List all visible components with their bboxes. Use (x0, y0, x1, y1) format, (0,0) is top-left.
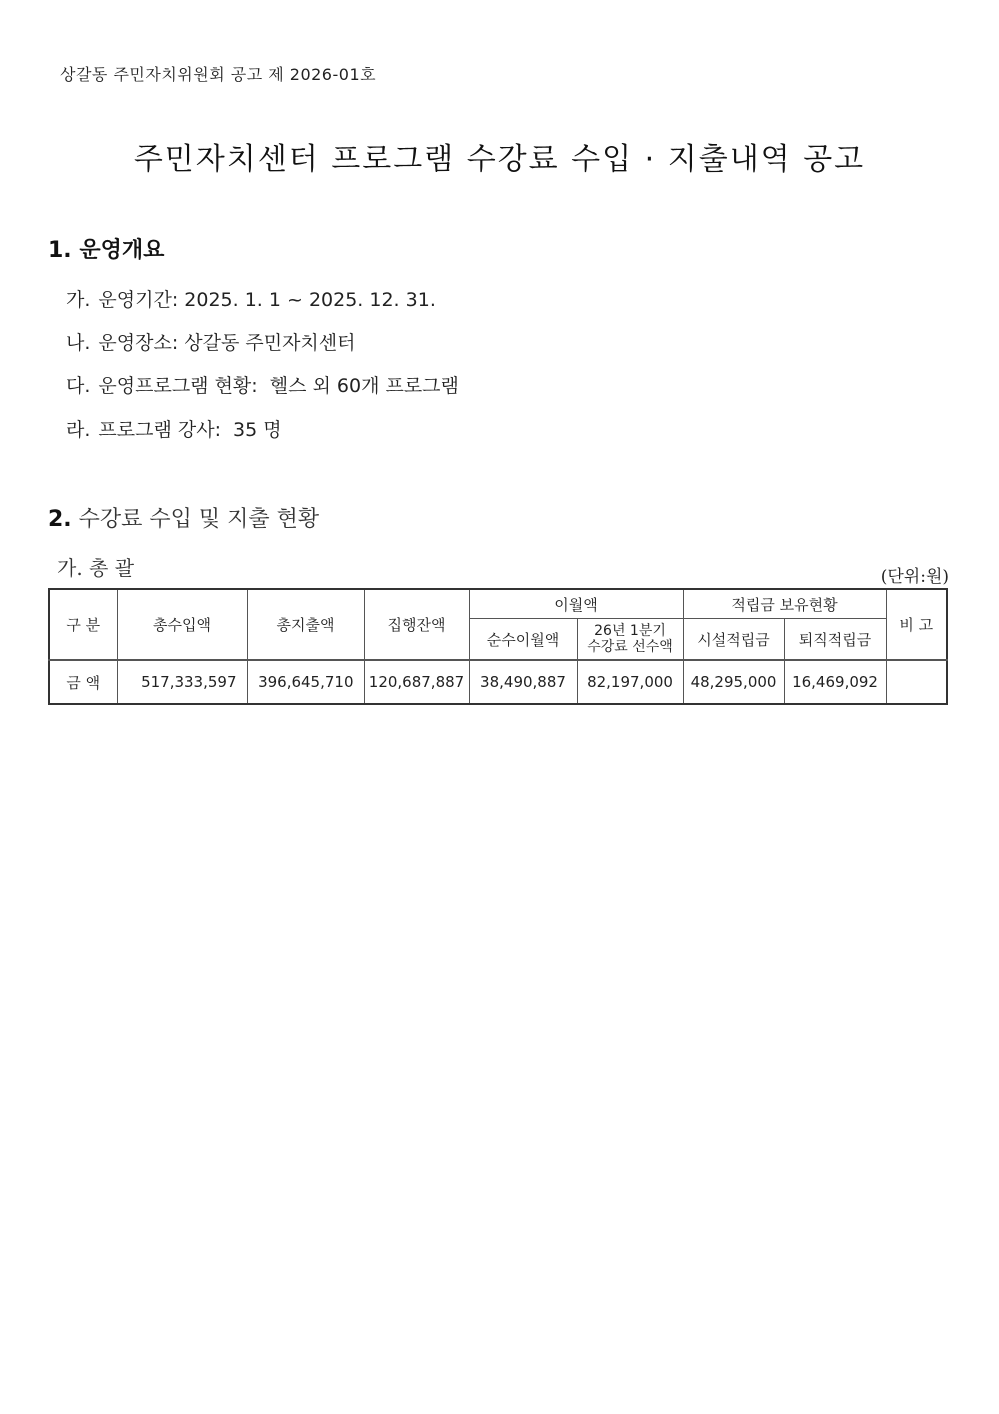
header-prepaid (577, 619, 683, 661)
section-2-number: 2. (48, 507, 72, 532)
section-1-heading (48, 233, 164, 264)
document-title: 주민자치센터 프로그램 수강료 수입 · 지출내역 공고 (133, 142, 866, 177)
header-prepaid-line1: 26년 1분기 (594, 623, 666, 639)
header-prepaid-line2: 수강료 선수액 (587, 639, 673, 655)
table-row (49, 660, 947, 704)
header-reserve-group: 적립금 보유현황 (683, 589, 886, 619)
subsection-summary-heading (57, 552, 134, 581)
cell-prepaid: 82,197,000 (577, 660, 683, 704)
section-2-title: 수강료 수입 및 지출 현황 (78, 507, 320, 532)
item-text: 운영프로그램 현황: 헬스 외 60개 프로그램 (98, 375, 459, 397)
item-marker: 라. (66, 419, 91, 441)
item-text: 운영기간: 2025. 1. 1 ~ 2025. 12. 31. (98, 289, 436, 311)
summary-table (48, 588, 948, 705)
section-2-heading (48, 502, 319, 533)
header-total-expense: 총지출액 (247, 589, 364, 660)
header-total-income: 총수입액 (117, 589, 247, 660)
cell-total-income: 517,333,597 (117, 660, 247, 704)
cell-facility-reserve: 48,295,000 (683, 660, 784, 704)
item-marker: 다. (66, 375, 91, 397)
cell-net-carryover: 38,490,887 (469, 660, 577, 704)
section-1-number: 1. (48, 238, 72, 263)
cell-retirement-reserve: 16,469,092 (784, 660, 886, 704)
header-carryover-group: 이월액 (469, 589, 683, 619)
overview-item-location (66, 328, 356, 355)
subsection-title: 총 괄 (89, 556, 135, 580)
overview-item-instructors (66, 415, 282, 442)
overview-item-programs (66, 371, 459, 398)
overview-item-period (66, 285, 436, 312)
item-text: 운영장소: 상갈동 주민자치센터 (98, 332, 356, 354)
notice-number: 상갈동 주민자치위원회 공고 제 2026-01호 (60, 65, 377, 84)
row-label: 금 액 (49, 660, 117, 704)
header-category: 구 분 (49, 589, 117, 660)
header-remarks: 비 고 (886, 589, 947, 660)
unit-note: (단위:원) (880, 567, 949, 587)
header-balance: 집행잔액 (364, 589, 469, 660)
item-marker: 가. (66, 289, 91, 311)
cell-remarks (886, 660, 947, 704)
header-retirement-reserve: 퇴직적립금 (784, 619, 886, 661)
item-marker: 나. (66, 332, 91, 354)
header-facility-reserve: 시설적립금 (683, 619, 784, 661)
cell-balance: 120,687,887 (364, 660, 469, 704)
subsection-marker: 가. (57, 556, 83, 580)
section-1-title: 운영개요 (79, 238, 165, 263)
header-net-carryover: 순수이월액 (469, 619, 577, 661)
cell-total-expense: 396,645,710 (247, 660, 364, 704)
item-text: 프로그램 강사: 35 명 (98, 419, 282, 441)
